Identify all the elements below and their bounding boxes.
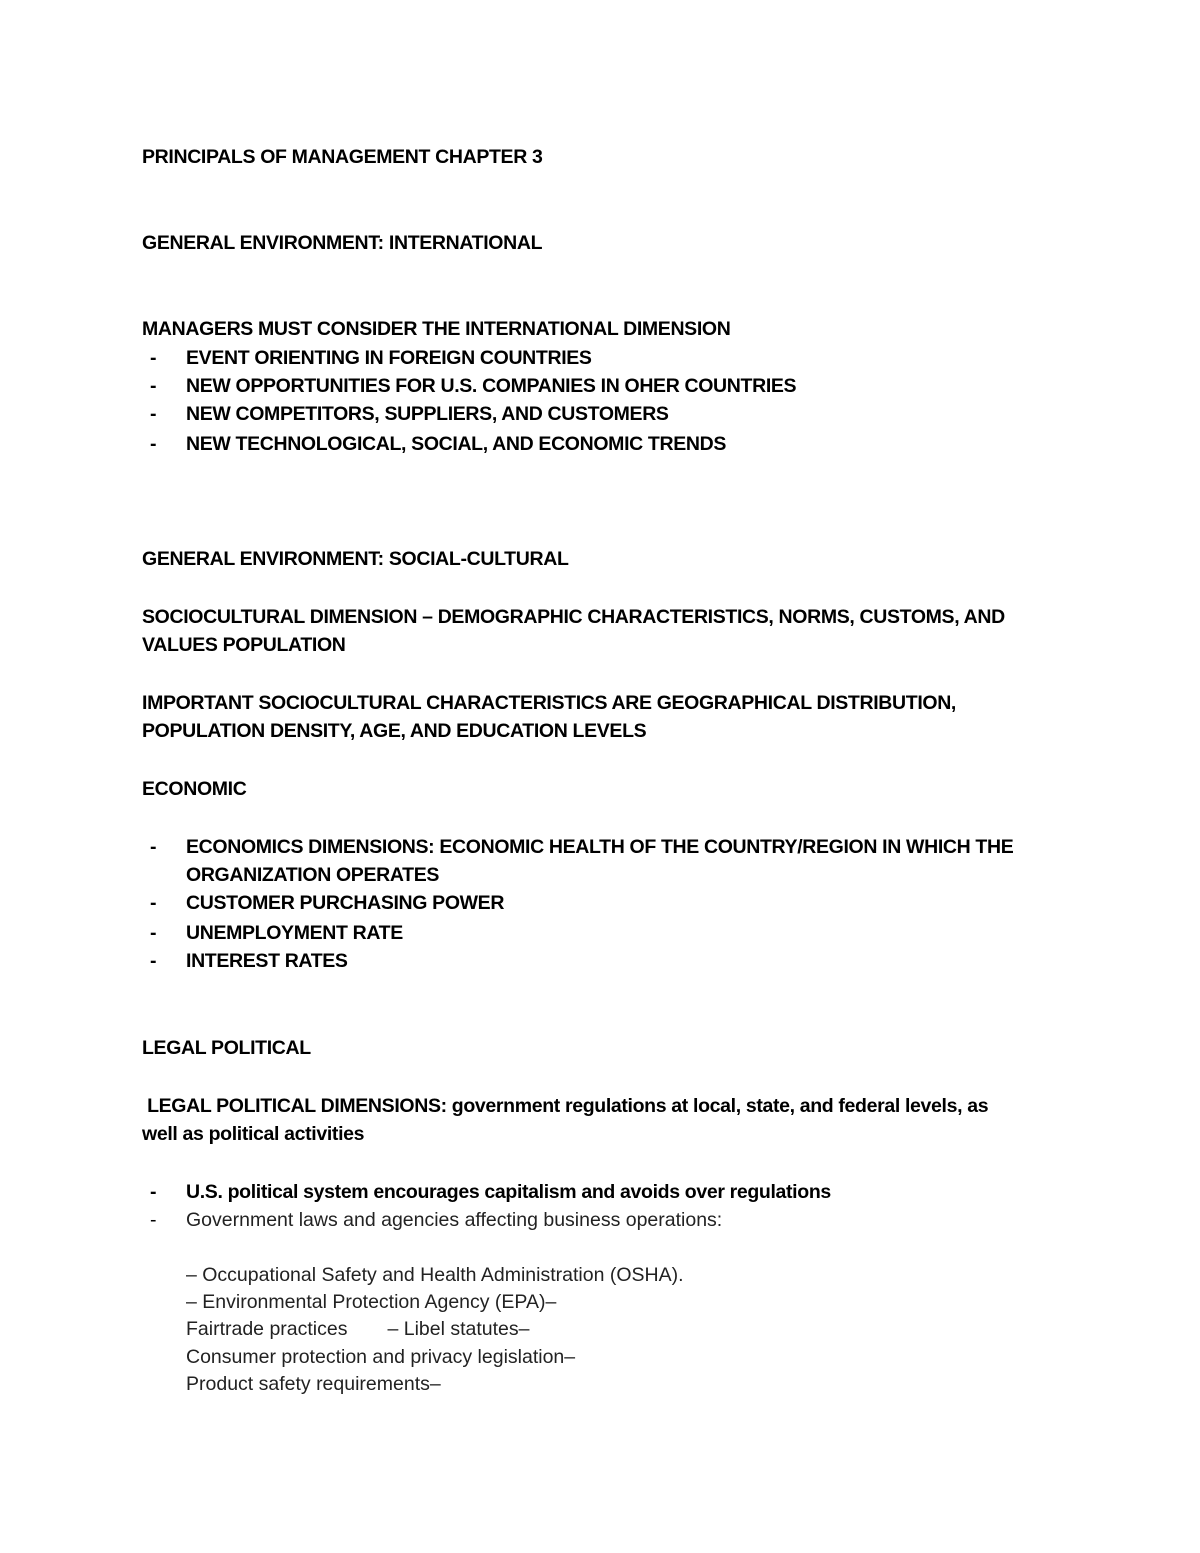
- list-item: NEW TECHNOLOGICAL, SOCIAL, AND ECONOMIC TRENDS: [186, 433, 727, 455]
- bullet-dash: -: [150, 1209, 157, 1231]
- list-item: NEW OPPORTUNITIES FOR U.S. COMPANIES IN OHER COUNTRIES: [186, 375, 797, 397]
- social-para1-line2: VALUES POPULATION: [142, 634, 346, 656]
- bullet-dash: -: [150, 403, 157, 425]
- social-para2-line2: POPULATION DENSITY, AGE, AND EDUCATION LEVELS: [142, 720, 647, 742]
- sub-item: – Environmental Protection Agency (EPA)–: [186, 1291, 557, 1313]
- international-heading: GENERAL ENVIRONMENT: INTERNATIONAL: [142, 232, 543, 254]
- legal-para-line1: LEGAL POLITICAL DIMENSIONS: government regulations at local, state, and federal levels, as: [142, 1095, 989, 1117]
- bullet-dash: -: [150, 1181, 157, 1203]
- list-item: U.S. political system encourages capitalism and avoids over regulations: [186, 1181, 831, 1203]
- bullet-dash: -: [150, 375, 157, 397]
- sub-item: – Occupational Safety and Health Administration (OSHA).: [186, 1264, 684, 1286]
- bullet-dash: -: [150, 922, 157, 944]
- sub-item: Fairtrade practices: [186, 1318, 348, 1340]
- social-para1-line1: SOCIOCULTURAL DIMENSION – DEMOGRAPHIC CHARACTERISTICS, NORMS, CUSTOMS, AND: [142, 606, 1005, 628]
- sub-item: Product safety requirements–: [186, 1373, 441, 1395]
- bullet-dash: -: [150, 433, 157, 455]
- international-intro: MANAGERS MUST CONSIDER THE INTERNATIONAL DIMENSION: [142, 318, 731, 340]
- doc-title: PRINCIPALS OF MANAGEMENT CHAPTER 3: [142, 146, 543, 168]
- list-item: Government laws and agencies affecting business operations:: [186, 1209, 723, 1231]
- list-item: UNEMPLOYMENT RATE: [186, 922, 403, 944]
- sub-item: – Libel statutes–: [387, 1318, 530, 1340]
- list-item: INTEREST RATES: [186, 950, 348, 972]
- legal-para-line2: well as political activities: [142, 1123, 365, 1145]
- list-item: CUSTOMER PURCHASING POWER: [186, 892, 505, 914]
- bullet-dash: -: [150, 892, 157, 914]
- list-item-continuation: ORGANIZATION OPERATES: [186, 864, 440, 886]
- social-heading: GENERAL ENVIRONMENT: SOCIAL-CULTURAL: [142, 548, 569, 570]
- bullet-dash: -: [150, 347, 157, 369]
- economic-heading: ECONOMIC: [142, 778, 247, 800]
- social-para2-line1: IMPORTANT SOCIOCULTURAL CHARACTERISTICS ARE GEOGRAPHICAL DISTRIBUTION,: [142, 692, 957, 714]
- legal-heading: LEGAL POLITICAL: [142, 1037, 311, 1059]
- list-item: EVENT ORIENTING IN FOREIGN COUNTRIES: [186, 347, 592, 369]
- bullet-dash: -: [150, 950, 157, 972]
- sub-item: Consumer protection and privacy legislation–: [186, 1346, 576, 1368]
- list-item: ECONOMICS DIMENSIONS: ECONOMIC HEALTH OF THE COUNTRY/REGION IN WHICH THE: [186, 836, 1014, 858]
- list-item: NEW COMPETITORS, SUPPLIERS, AND CUSTOMERS: [186, 403, 669, 425]
- sub-item-line: [186, 1315, 530, 1343]
- bullet-dash: -: [150, 836, 157, 858]
